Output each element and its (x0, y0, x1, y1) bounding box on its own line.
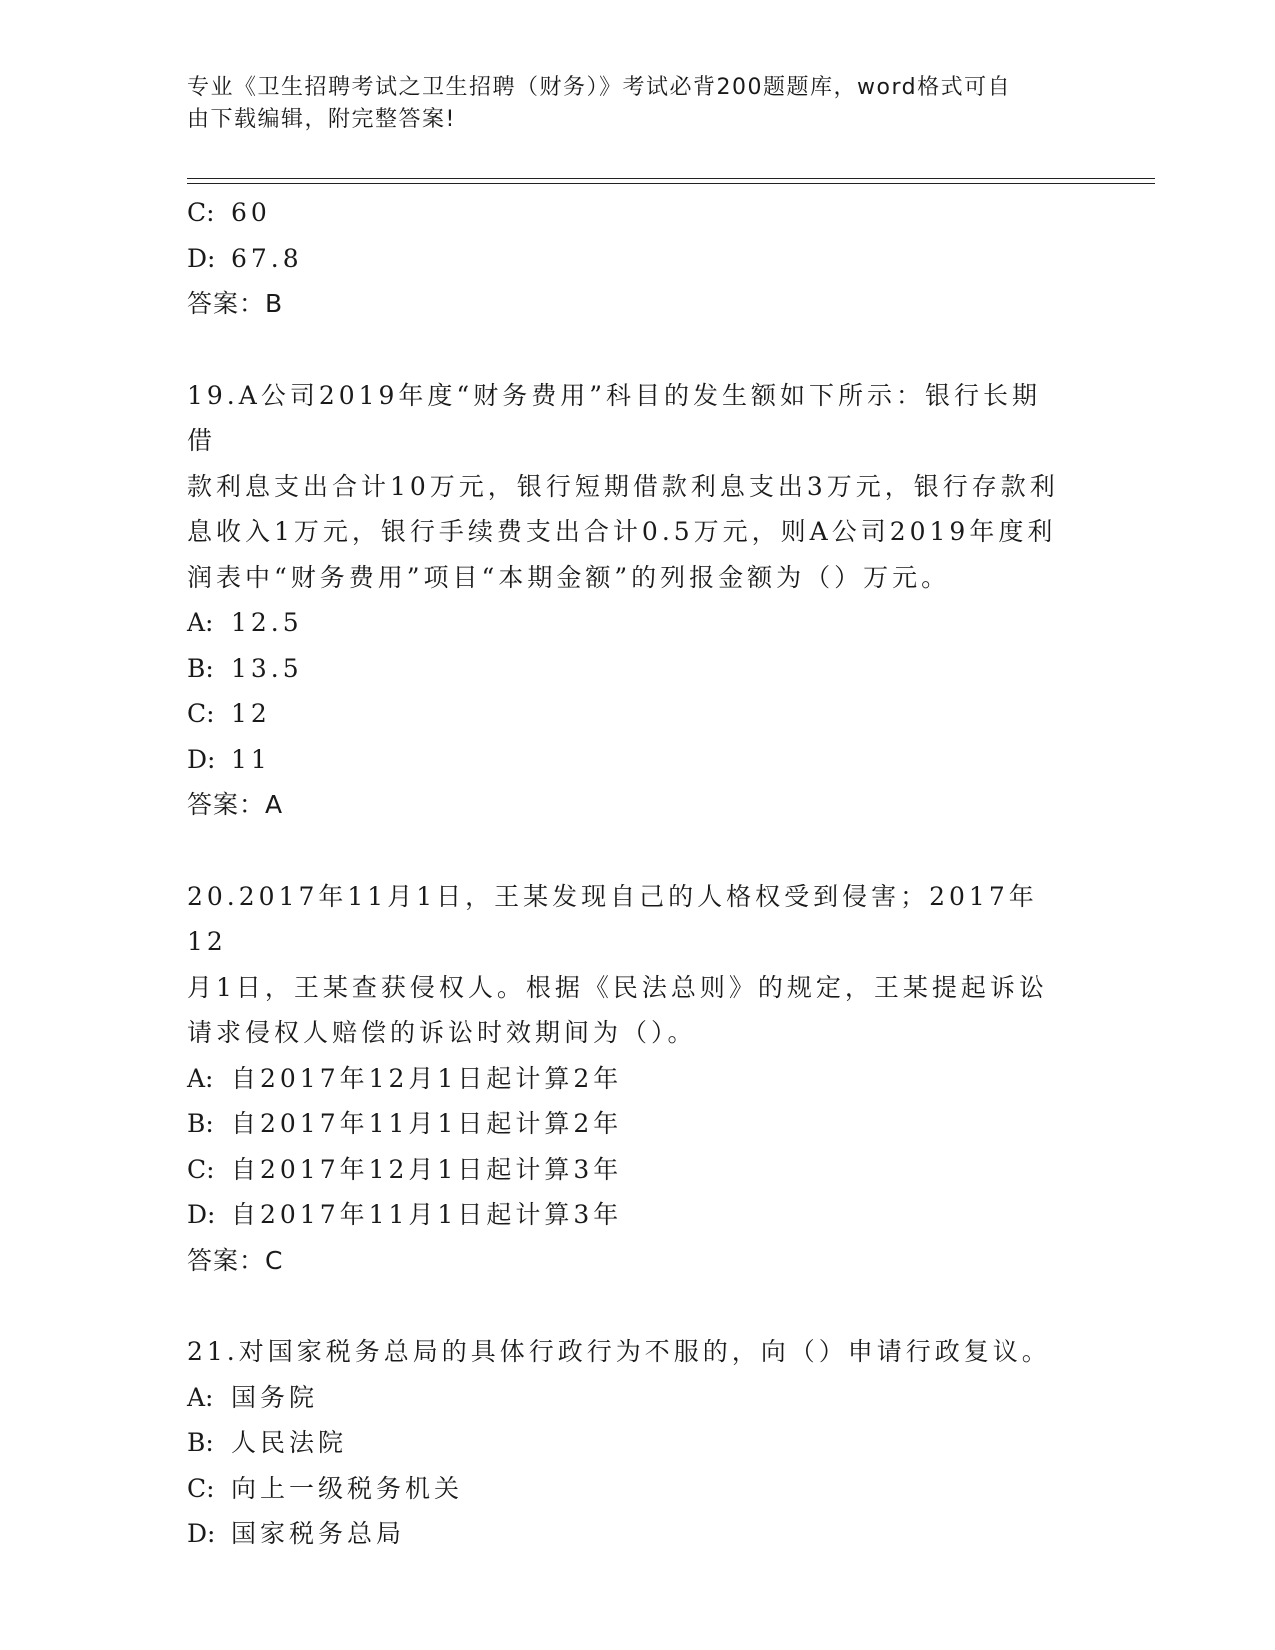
option-d (187, 737, 1087, 783)
option-c (187, 1147, 1087, 1193)
option-label: C: (187, 198, 215, 227)
stem-line: 月1日，王某查获侵权人。根据《民法总则》的规定，王某提起诉讼 (187, 972, 1048, 1002)
option-label: D: (187, 1200, 216, 1229)
question-19 (187, 373, 1087, 828)
question-list (187, 190, 1087, 1557)
question-stem (187, 874, 1067, 1056)
question-stem (187, 1329, 1067, 1375)
option-text: 向上一级税务机关 (231, 1473, 464, 1503)
stem-line: 请求侵权人赔偿的诉讼时效期间为（）。 (187, 1018, 697, 1047)
option-label: A: (187, 1063, 214, 1093)
option-text: 60 (231, 198, 271, 227)
option-c (187, 190, 1087, 236)
spacer (187, 828, 1087, 874)
spacer (187, 327, 1087, 373)
option-d (187, 236, 1087, 282)
option-text: 自2017年12月1日起计算2年 (231, 1063, 623, 1093)
header-divider-top (187, 178, 1155, 179)
question-21 (187, 1329, 1087, 1557)
option-c (187, 1466, 1087, 1512)
option-text: 11 (231, 744, 271, 774)
option-a (187, 1375, 1087, 1421)
stem-line: 21.对国家税务总局的具体行政行为不服的，向（）申请行政复议。 (187, 1337, 1051, 1366)
option-c (187, 691, 1087, 737)
option-text: 自2017年12月1日起计算3年 (231, 1154, 623, 1184)
option-label: C: (187, 699, 215, 728)
option-text: 自2017年11月1日起计算3年 (231, 1200, 623, 1229)
answer: 答案：C (187, 1245, 284, 1275)
header-divider-bottom (187, 183, 1155, 184)
option-a (187, 1056, 1087, 1102)
option-text: 自2017年11月1日起计算2年 (231, 1109, 623, 1138)
option-label: C: (187, 1154, 215, 1184)
option-text: 12.5 (231, 608, 303, 637)
document-header (187, 72, 1067, 136)
question-18-tail (187, 190, 1087, 327)
question-stem (187, 373, 1067, 601)
option-text: 13.5 (231, 653, 303, 683)
option-label: D: (187, 1519, 216, 1548)
stem-line: 19.A公司2019年度“财务费用”科目的发生额如下所示：银行长期借 (187, 380, 1041, 455)
option-text: 67.8 (231, 243, 303, 273)
option-text: 国务院 (231, 1382, 319, 1412)
option-d (187, 1192, 1087, 1238)
option-label: A: (187, 608, 214, 637)
option-label: D: (187, 744, 216, 774)
option-label: D: (187, 243, 216, 273)
header-line-1: 专业《卫生招聘考试之卫生招聘（财务）》考试必背200题题库，word格式可自 (187, 75, 1012, 100)
option-text: 国家税务总局 (231, 1519, 406, 1548)
option-b (187, 1101, 1087, 1147)
stem-line: 润表中“财务费用”项目“本期金额”的列报金额为（）万元。 (187, 562, 951, 592)
option-label: B: (187, 1109, 214, 1138)
option-text: 12 (231, 699, 271, 728)
option-b (187, 646, 1087, 692)
option-label: A: (187, 1382, 214, 1412)
option-label: C: (187, 1473, 215, 1503)
question-20 (187, 874, 1087, 1284)
answer: 答案：B (187, 289, 284, 318)
option-label: B: (187, 653, 214, 683)
option-text: 人民法院 (231, 1428, 348, 1457)
stem-line: 20.2017年11月1日，王某发现自己的人格权受到侵害；2017年12 (187, 881, 1038, 956)
option-a (187, 600, 1087, 646)
option-d (187, 1511, 1087, 1557)
stem-line: 息收入1万元，银行手续费支出合计0.5万元，则A公司2019年度利 (187, 517, 1057, 546)
answer: 答案：A (187, 790, 284, 819)
header-line-2: 由下载编辑，附完整答案! (187, 107, 456, 132)
spacer (187, 1283, 1087, 1329)
option-label: B: (187, 1428, 214, 1457)
option-b (187, 1420, 1087, 1466)
stem-line: 款利息支出合计10万元，银行短期借款利息支出3万元，银行存款利 (187, 471, 1059, 501)
